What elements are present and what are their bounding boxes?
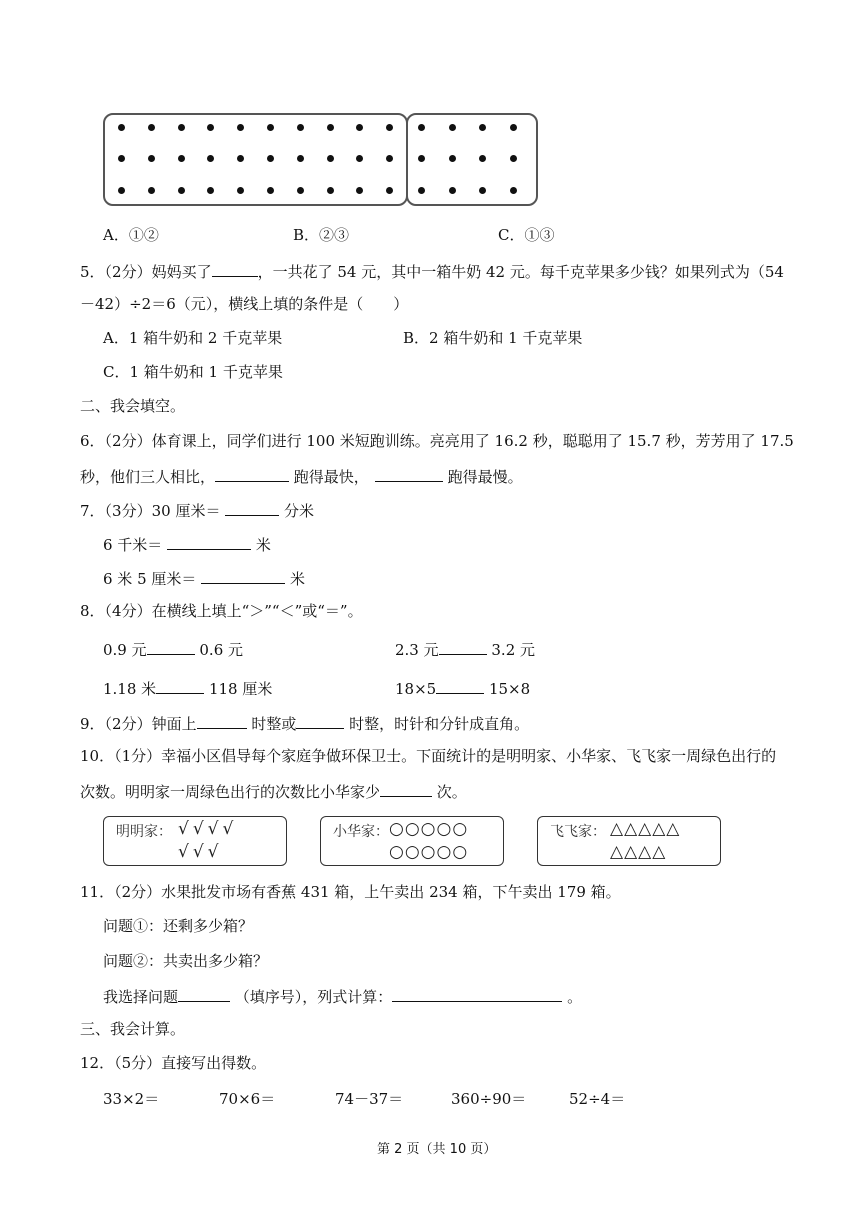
dot <box>148 124 155 131</box>
dot <box>479 187 486 194</box>
q7-text-a: 7．（3分）30 厘米＝ <box>80 502 226 520</box>
question-7-line1 <box>80 499 314 521</box>
q11-choice-blank[interactable] <box>178 985 230 1002</box>
q5-option-b: B．2 箱牛奶和 1 千克苹果 <box>403 329 583 347</box>
tally-box-xiaohua <box>320 816 504 866</box>
q8-b-right: 3.2 元 <box>486 641 536 659</box>
dot <box>479 124 486 131</box>
q6-text-b: 跑得最快， <box>289 468 369 486</box>
q8-c-left: 1.18 米 <box>103 680 157 698</box>
checkmark-row-2: √√√ <box>178 842 223 862</box>
q11-text-b: （填序号），列式计算： <box>230 988 393 1006</box>
question-5-line1 <box>80 260 784 282</box>
dot <box>479 155 486 162</box>
q8-d-right: 15×8 <box>484 680 531 698</box>
q8-item-d <box>395 677 530 699</box>
dot <box>327 124 334 131</box>
question-11-part2: 问题②：共卖出多少箱？ <box>103 952 269 970</box>
tally-label-mingming: 明明家： <box>116 824 172 840</box>
q6-text-a: 秒，他们三人相比， <box>80 468 216 486</box>
question-12-title: 12．（5分）直接写出得数。 <box>80 1054 267 1072</box>
dot <box>118 155 125 162</box>
q12-item-3: 74－37＝ <box>335 1090 404 1108</box>
q7-blank-2[interactable] <box>167 533 251 550</box>
dot <box>148 187 155 194</box>
dot <box>418 124 425 131</box>
triangle-row-2: △△△△ <box>610 842 667 862</box>
dot <box>510 187 517 194</box>
q12-item-4: 360÷90＝ <box>451 1090 527 1108</box>
page-footer: 第 2 页（共 10 页） <box>377 1142 497 1157</box>
circle-row-2: ○○○○○ <box>389 842 469 862</box>
q7-text-d: 米 <box>251 536 271 554</box>
q5-option-a: A．1 箱牛奶和 2 千克苹果 <box>103 329 283 347</box>
question-7-line2 <box>103 533 271 555</box>
q8-a-right: 0.6 元 <box>194 641 244 659</box>
dot <box>178 155 185 162</box>
q12-item-5: 52÷4＝ <box>569 1090 626 1108</box>
dot <box>297 124 304 131</box>
q8-item-b <box>395 638 535 660</box>
dot <box>510 124 517 131</box>
dot <box>449 155 456 162</box>
dot <box>510 155 517 162</box>
q8-c-right: 118 厘米 <box>204 680 273 698</box>
question-10-line2 <box>80 780 467 802</box>
q7-blank-1[interactable] <box>225 499 279 516</box>
section-heading-3: 三、我会计算。 <box>80 1020 186 1038</box>
dot <box>418 187 425 194</box>
q8-a-blank[interactable] <box>147 638 195 655</box>
q6-text-c: 跑得最慢。 <box>442 468 523 486</box>
q8-a-left: 0.9 元 <box>103 641 147 659</box>
question-11-answer-line <box>103 985 582 1007</box>
dot <box>178 124 185 131</box>
circle-row-1: ○○○○○ <box>389 819 469 839</box>
q7-text-c: 6 千米＝ <box>103 536 168 554</box>
q5-text: ，一共花了 54 元，其中一箱牛奶 42 元。每千克苹果多少钱？如果列式为（54 <box>257 263 784 281</box>
question-9 <box>80 712 529 734</box>
q12-item-2: 70×6＝ <box>219 1090 276 1108</box>
q10-text-a: 次数。明明家一周绿色出行的次数比小华家少 <box>80 783 381 801</box>
q12-item-1: 33×2＝ <box>103 1090 160 1108</box>
question-7-line3 <box>103 567 305 589</box>
q5-prefix: 5．（2分）妈妈买了 <box>80 263 212 281</box>
tally-box-feifei <box>537 816 721 866</box>
dot <box>118 124 125 131</box>
dot <box>267 155 274 162</box>
question-11-part1: 问题①：还剩多少箱？ <box>103 917 254 935</box>
dot <box>148 155 155 162</box>
dot <box>178 187 185 194</box>
q9-blank-1[interactable] <box>197 712 247 729</box>
dot-array-right-box <box>406 113 538 206</box>
q8-b-left: 2.3 元 <box>395 641 439 659</box>
q8-b-blank[interactable] <box>439 638 487 655</box>
q6-blank-slowest[interactable] <box>375 465 443 482</box>
dot <box>267 124 274 131</box>
q8-item-c <box>103 677 272 699</box>
option-a: A．①② <box>103 226 159 244</box>
q7-text-f: 米 <box>285 570 305 588</box>
tally-label-feifei: 飞飞家： <box>550 824 606 840</box>
question-10-line1: 10．（1分）幸福小区倡导每个家庭争做环保卫士。下面统计的是明明家、小华家、飞飞家一周绿色出行的 <box>80 747 777 765</box>
dot <box>297 187 304 194</box>
q10-text-b: 次。 <box>432 783 467 801</box>
q10-blank[interactable] <box>380 780 432 797</box>
option-b: B．②③ <box>293 226 350 244</box>
dot <box>418 155 425 162</box>
q9-text-b: 时整或 <box>246 715 297 733</box>
q7-text-e: 6 米 5 厘米＝ <box>103 570 202 588</box>
dot <box>327 187 334 194</box>
checkmark-row-1: √√√√ <box>178 819 238 839</box>
tally-box-mingming <box>103 816 287 866</box>
option-c: C．①③ <box>498 226 555 244</box>
q8-d-blank[interactable] <box>436 677 484 694</box>
dot <box>449 187 456 194</box>
q8-c-blank[interactable] <box>156 677 204 694</box>
q11-formula-blank[interactable] <box>392 985 562 1002</box>
q8-d-left: 18×5 <box>395 680 437 698</box>
dot <box>297 155 304 162</box>
section-heading-2: 二、我会填空。 <box>80 397 186 415</box>
question-6-line2 <box>80 465 523 487</box>
dot <box>267 187 274 194</box>
q9-text-a: 9．（2分）钟面上 <box>80 715 197 733</box>
q7-blank-3[interactable] <box>201 567 285 584</box>
q9-text-c: 时整，时针和分针成直角。 <box>344 715 530 733</box>
question-5-line2: －42）÷2＝6（元），横线上填的条件是（ ） <box>80 295 409 313</box>
q9-blank-2[interactable] <box>296 712 344 729</box>
tally-label-xiaohua: 小华家： <box>333 824 389 840</box>
dot <box>118 187 125 194</box>
q6-blank-fastest[interactable] <box>215 465 289 482</box>
q5-option-c: C．1 箱牛奶和 1 千克苹果 <box>103 363 283 381</box>
question-8-title: 8．（4分）在横线上填上“＞”“＜”或“＝”。 <box>80 602 363 620</box>
q11-text-c: 。 <box>562 988 583 1006</box>
q7-text-b: 分米 <box>279 502 314 520</box>
q11-text-a: 我选择问题 <box>103 988 179 1006</box>
triangle-row-1: △△△△△ <box>610 819 681 839</box>
dot <box>327 155 334 162</box>
question-6-line1: 6．（2分）体育课上，同学们进行 100 米短跑训练。亮亮用了 16.2 秒，聪聪用了 15.7 秒，芳芳用了 17.5 <box>80 432 794 450</box>
q5-blank[interactable] <box>212 260 258 277</box>
dot <box>449 124 456 131</box>
question-11-line1: 11．（2分）水果批发市场有香蕉 431 箱，上午卖出 234 箱，下午卖出 179 箱。 <box>80 883 621 901</box>
q8-item-a <box>103 638 243 660</box>
